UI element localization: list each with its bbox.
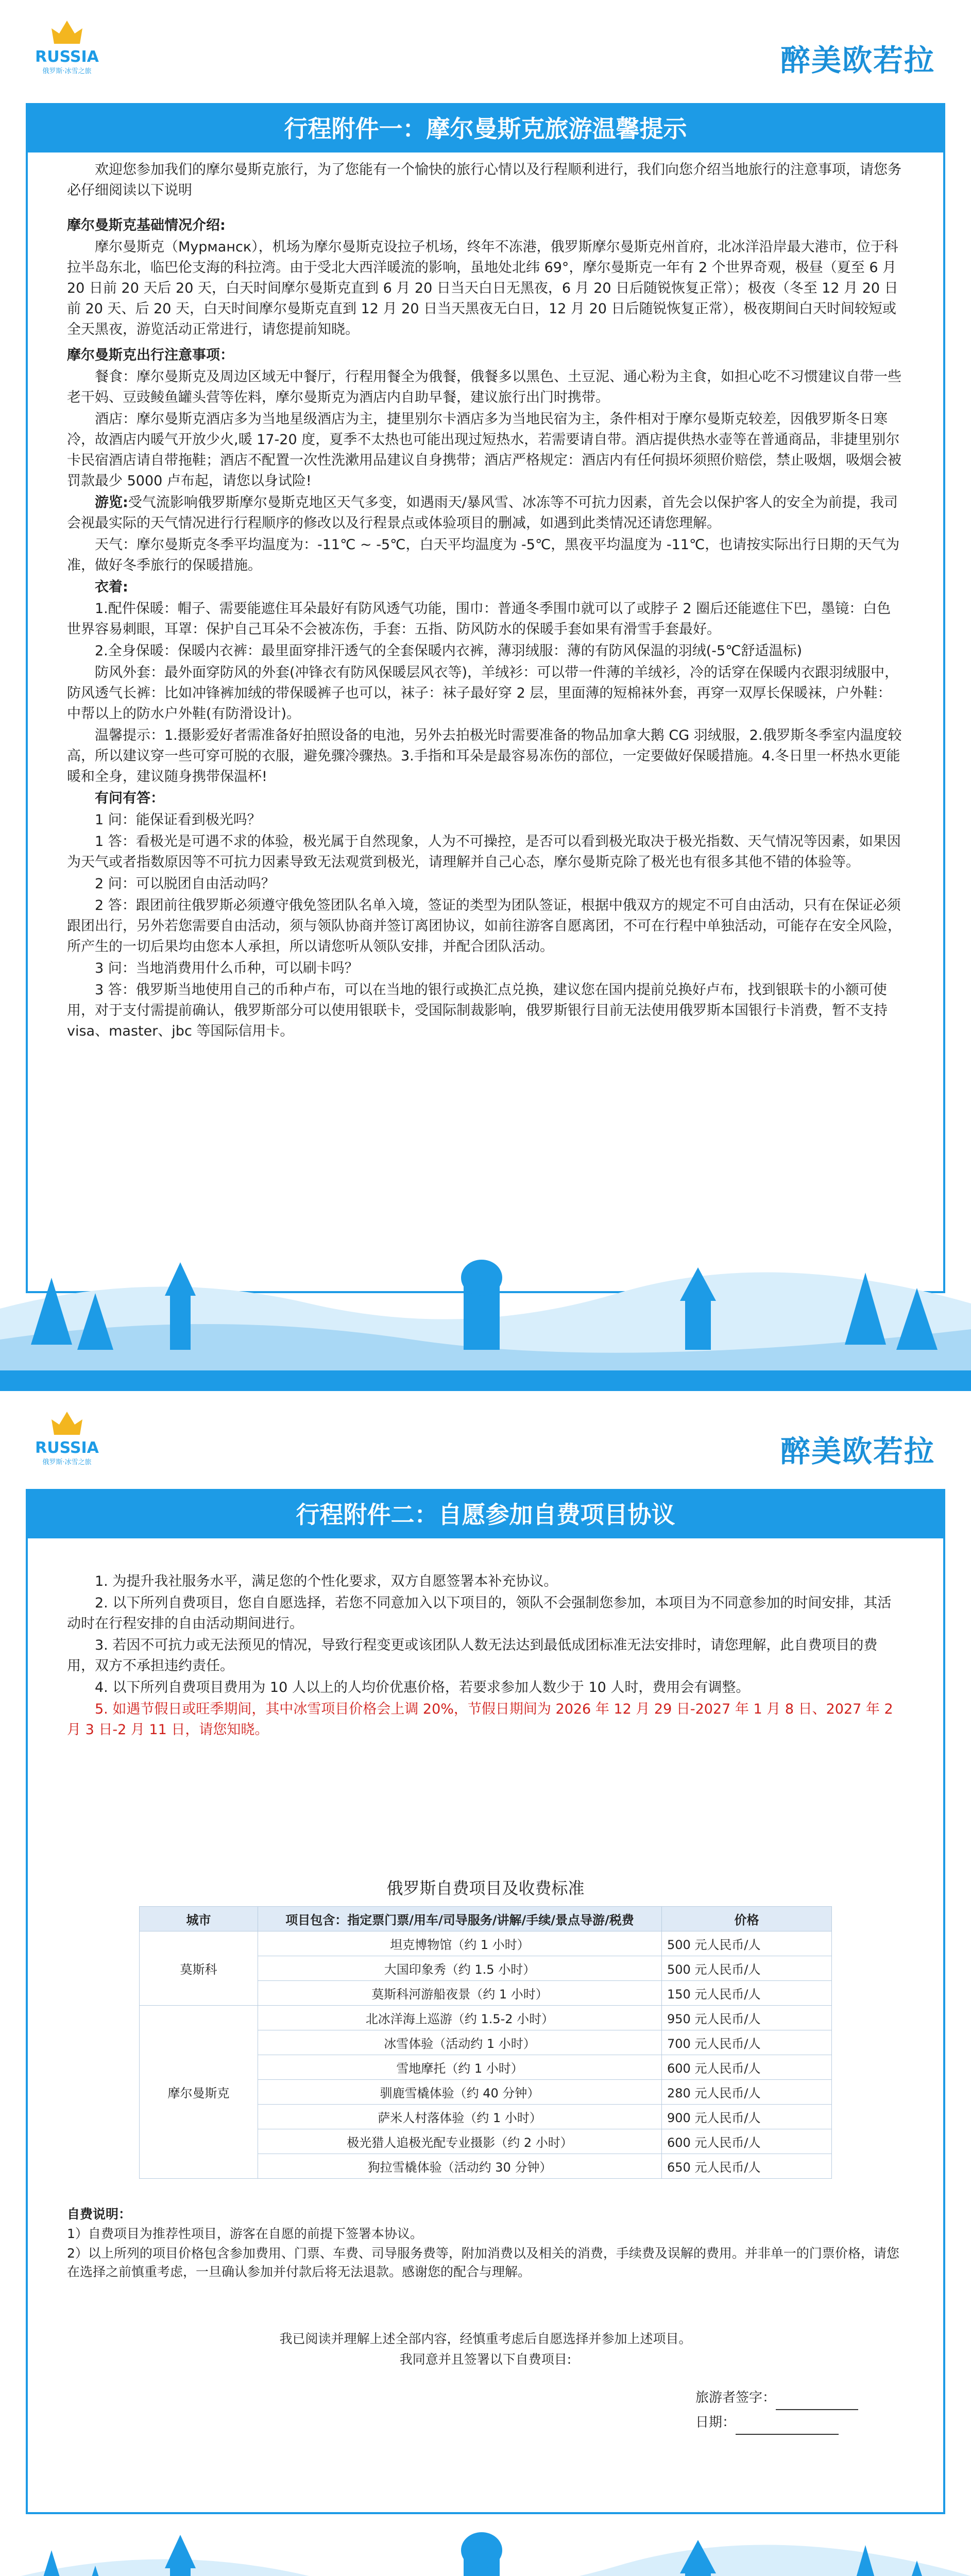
notes-title: 自费说明：: [67, 2207, 132, 2222]
project-cell: 狗拉雪橇体验（活动约 30 分钟）: [258, 2154, 662, 2179]
wear-text-2: 2.全身保暖：保暖内衣裤：最里面穿排汗透气的全套保暖内衣裤，薄羽绒服：薄的有防风保温的羽绒(-5℃舒适温标): [95, 643, 803, 659]
russia-logo: [31, 15, 103, 77]
city-cell: 莫斯科: [140, 1931, 258, 2006]
agreement-content: [67, 1571, 904, 1741]
project-cell: 驯鹿雪橇体验（约 40 分钟）: [258, 2080, 662, 2105]
heading-travel: 游览:: [95, 495, 128, 511]
project-cell: 冰雪体验（活动约 1 小时）: [258, 2030, 662, 2055]
confirm-text: 我已阅读并理解上述全部内容，经慎重考虑后自愿选择并参加上述项目。: [279, 2331, 692, 2346]
brand-title: 醉美欧若拉: [780, 43, 935, 78]
project-cell: 萨米人村落体验（约 1 小时）: [258, 2105, 662, 2129]
meal-text: 餐食：摩尔曼斯克及周边区域无中餐厅，行程用餐全为俄餐，俄餐多以黑色、土豆泥、通心粉为主食，如担心吃不习惯建议自带一些老干妈、豆豉鲮鱼罐头营等佐料，摩尔曼斯克为酒店内自助早餐，建议旅行出门时携带。: [67, 369, 901, 405]
page-2: [0, 1391, 971, 2576]
project-cell: 雪地摩托（约 1 小时）: [258, 2055, 662, 2080]
agreement-item-4: 4. 以下所列自费项目费用为 10 人以上的人均价优惠价格，若要求参加人数少于 10 人时，费用会有调整。: [95, 1680, 750, 1696]
signature-block: [695, 2385, 858, 2435]
price-cell: 500 元人民币/人: [662, 1956, 832, 1981]
table-row: [140, 1931, 832, 1956]
table-header: 项目包含：指定票门票/用车/司导服务/讲解/手续/景点导游/税费: [258, 1907, 662, 1931]
svg-text:RUSSIA: RUSSIA: [35, 1439, 99, 1457]
fee-table-title: 俄罗斯自费项目及收费标准: [386, 1878, 585, 1898]
wear-text-4: 温馨提示：1.摄影爱好者需准备好拍照设备的电池，另外去拍极光时需要准备的物品加拿大鹅 CG 羽绒服，2.俄罗斯冬季室内温度较高，所以建议穿一些可穿可脱的衣服，避免骤冷骤热。3.手指和耳朵是最容易冻伤的部位，一定要做好保暖措施。4.冬日里一杯热水更能暖和全身，建议随身携带保温杯!: [67, 727, 902, 785]
price-cell: 600 元人民币/人: [662, 2129, 832, 2154]
price-cell: 150 元人民币/人: [662, 1981, 832, 2006]
price-cell: 700 元人民币/人: [662, 2030, 832, 2055]
svg-text:RUSSIA: RUSSIA: [35, 48, 99, 66]
qa3-question: 3 问：当地消费用什么币种，可以刷卡吗？: [95, 960, 359, 976]
price-cell: 650 元人民币/人: [662, 2154, 832, 2179]
price-cell: 950 元人民币/人: [662, 2006, 832, 2030]
table-header: 城市: [140, 1907, 258, 1931]
project-cell: 北冰洋海上巡游（约 1.5-2 小时）: [258, 2006, 662, 2030]
price-cell: 900 元人民币/人: [662, 2105, 832, 2129]
section-title: 行程附件一：摩尔曼斯克旅游温馨提示: [28, 105, 943, 152]
qa1-question: 1 问：能保证看到极光吗？: [95, 812, 261, 828]
date-label: 日期：: [695, 2415, 736, 2430]
project-cell: 莫斯科河游船夜景（约 1 小时）: [258, 1981, 662, 2006]
table-header-row: [140, 1907, 832, 1931]
fee-notes: [67, 2205, 904, 2282]
project-cell: 坦克博物馆（约 1 小时）: [258, 1931, 662, 1956]
agreement-item-3: 3. 若因不可抗力或无法预见的情况，导致行程变更或该团队人数无法达到最低成团标准无法安排时，请您理解，此自费项目的费用，双方不承担违约责任。: [67, 1637, 878, 1674]
tips-content: [67, 160, 904, 1043]
fee-table: [139, 1906, 832, 2179]
russia-logo: [31, 1406, 103, 1468]
winter-scenery-illustration: [0, 1175, 971, 1391]
russia-logo-icon: [31, 1406, 103, 1468]
weather-text: 天气：摩尔曼斯克冬季平均温度为：-11℃ ~ -5℃，白天平均温度为 -5℃，黑夜平均温度为 -11℃，也请按实际出行日期的天气为准，做好冬季旅行的保暖措施。: [67, 537, 900, 573]
section-title: 行程附件二：自愿参加自费项目协议: [28, 1491, 943, 1538]
table-row: [140, 2006, 832, 2030]
signature-label: 旅游者签字：: [695, 2390, 776, 2405]
hotel-text: 酒店：摩尔曼斯克酒店多为当地星级酒店为主，捷里别尔卡酒店多为当地民宿为主，条件相对于摩尔曼斯克较差，因俄罗斯冬日寒冷，故酒店内暖气开放少火,暖 17-20 度，夏季不太热也可能出现过短热水，若需要请自带。酒店提供热水壶等在普通商品，非捷里别尔卡民宿酒店请自带拖鞋；酒店不配置一次性洗漱用品建议自身携带；酒店严格规定：酒店内有任何损坏须照价赔偿，禁止吸烟，吸烟会被罚款最少 5000 卢布起，请您以身试险!: [67, 411, 901, 489]
qa1-answer: 1 答：看极光是可遇不求的体验，极光属于自然现象，人为不可操控，是否可以看到极光取决于极光指数、天气情况等因素，如果因为天气或者指数原因等不可抗力因素导致无法观赏到极光，请理解并自己心态，摩尔曼斯克除了极光也有很多其他不错的体验等。: [67, 834, 901, 870]
project-cell: 极光猎人追极光配专业摄影（约 2 小时）: [258, 2129, 662, 2154]
city-cell: 摩尔曼斯克: [140, 2006, 258, 2179]
winter-scenery-illustration: [0, 2447, 971, 2576]
page-header: [0, 0, 971, 103]
basic-text: 摩尔曼斯克（Мурманск），机场为摩尔曼斯克设拉子机场，终年不冻港，俄罗斯摩尔曼斯克州首府，北冰洋沿岸最大港市，位于科拉半岛东北，临巴伦支海的科拉湾。由于受北大西洋暖流的影响，虽地处北纬 69°，摩尔曼斯克一年有 2 个世界奇观，极昼（夏至 6 月 20 日前 20 天后 20 天，白天时间摩尔曼斯克直到 6 月 20 日当天白日无黑夜，6 月 20 日后随锐恢复正常）；极夜（冬至 12 月 20 日前 20 天、后 20 天，白天时间摩尔曼斯克直到 12 月 20 日当天黑夜无白日，12 月 20 日后随锐恢复正常），极夜期间白天时间较短或全天黑夜，游览活动正常进行，请您提前知晓。: [67, 239, 898, 337]
signature-field[interactable]: [776, 2395, 858, 2410]
intro-text: 欢迎您参加我们的摩尔曼斯克旅行，为了您能有一个愉快的旅行心情以及行程顺利进行，我们向您介绍当地旅行的注意事项，请您务必仔细阅读以下说明: [67, 162, 901, 198]
heading-notice: 摩尔曼斯克出行注意事项：: [67, 347, 234, 363]
brand-title: 醉美欧若拉: [780, 1434, 935, 1469]
price-cell: 280 元人民币/人: [662, 2080, 832, 2105]
note-2: 2）以上所列的项目价格包含参加费用、门票、车费、司导服务费等，附加消费以及相关的消费，手续费及误解的费用。并非单一的门票价格，请您在选择之前慎重考虑，一旦确认参加并付款后将无法退款。感谢您的配合与理解。: [67, 2246, 899, 2279]
wear-text-1: 1.配件保暖：帽子、需要能遮住耳朵最好有防风透气功能，围巾：普通冬季围巾就可以了或脖子 2 圈后还能遮住下巴，墨镜：白色世界容易刺眼，耳罩：保护自己耳朵不会被冻伤，手套：五指、防风防水的保暖手套如果有滑雪手套最好。: [67, 601, 891, 637]
heading-wear: 衣着:: [95, 579, 128, 595]
qa2-answer: 2 答：跟团前往俄罗斯必须遵守俄免签团队名单入境，签证的类型为团队签证，根据中俄双方的规定不可自由活动，只有在保证必须跟团出行，另外若您需要自由活动，须与领队协商并签订离团协议，如前往游客自愿离团，不可在行程中单独活动，可能存在安全风险，所产生的一切后果均由您本人承担，所以请您听从领队安排，并配合团队活动。: [67, 897, 901, 955]
qa3-answer: 3 答：俄罗斯当地使用自己的币种卢布，可以在当地的银行或换汇点兑换，建议您在国内提前兑换好卢布，找到银联卡的小额可使用，对于支付需提前确认，俄罗斯部分可以使用银联卡，受国际制裁影响，俄罗斯银行目前无法使用俄罗斯本国银行卡消费，暂不支持 visa、master、jbc 等国际信用卡。: [67, 982, 888, 1039]
svg-text:俄罗斯·冰雪之旅: 俄罗斯·冰雪之旅: [42, 1459, 92, 1466]
russia-logo-icon: [31, 15, 103, 77]
svg-text:俄罗斯·冰雪之旅: 俄罗斯·冰雪之旅: [42, 67, 92, 75]
qa2-question: 2 问：可以脱团自由活动吗？: [95, 876, 275, 892]
heading-basic: 摩尔曼斯克基础情况介绍:: [67, 217, 226, 233]
table-header: 价格: [662, 1907, 832, 1931]
agreement-item-2: 2. 以下所列自费项目，您自自愿选择，若您不同意加入以下项目的，领队不会强制您参加，本项目为不同意参加的时间安排，其活动时在行程安排的自由活动期间进行。: [67, 1595, 892, 1632]
wear-text-3: 防风外套：最外面穿防风的外套(冲锋衣有防风保暖层风衣等)，羊绒衫：可以带一件薄的羊绒衫，冷的话穿在保暖内衣跟羽绒服中，防风透气长裤：比如冲锋裤加绒的带保暖裤子也可以，袜子：袜子最好穿 2 层，里面薄的短棉袜外套，再穿一双厚长保暖袜，户外鞋：中帮以上的防水户外鞋(有防滑设计)。: [67, 665, 899, 722]
note-1: 1）自费项目为推荐性项目，游客在自愿的前提下签署本协议。: [67, 2226, 423, 2241]
page-header: [0, 1391, 971, 1494]
agreement-item-1: 1. 为提升我社服务水平，满足您的个性化要求，双方自愿签署本补充协议。: [95, 1573, 558, 1589]
confirm-text-2: 我同意并且签署以下自费项目:: [399, 2352, 572, 2367]
date-field[interactable]: [736, 2419, 839, 2435]
heading-qa: 有问有答：: [95, 790, 164, 806]
price-cell: 500 元人民币/人: [662, 1931, 832, 1956]
project-cell: 大国印象秀（约 1.5 小时）: [258, 1956, 662, 1981]
travel-text: 受气流影响俄罗斯摩尔曼斯克地区天气多变，如遇雨天/暴风雪、冰冻等不可抗力因素，首先会以保护客人的安全为前提，我司会视最实际的天气情况进行行程顺序的修改以及行程景点或体验项目的删减，如遇到此类情况还请您理解。: [67, 495, 898, 531]
agreement-item-5: 5. 如遇节假日或旺季期间，其中冰雪项目价格会上调 20%，节假日期间为 2026 年 12 月 29 日-2027 年 1 月 8 日、2027 年 2 月 3 日-2 月 11 日，请您知晓。: [67, 1701, 893, 1738]
price-cell: 600 元人民币/人: [662, 2055, 832, 2080]
confirm-block: [0, 2329, 971, 2370]
